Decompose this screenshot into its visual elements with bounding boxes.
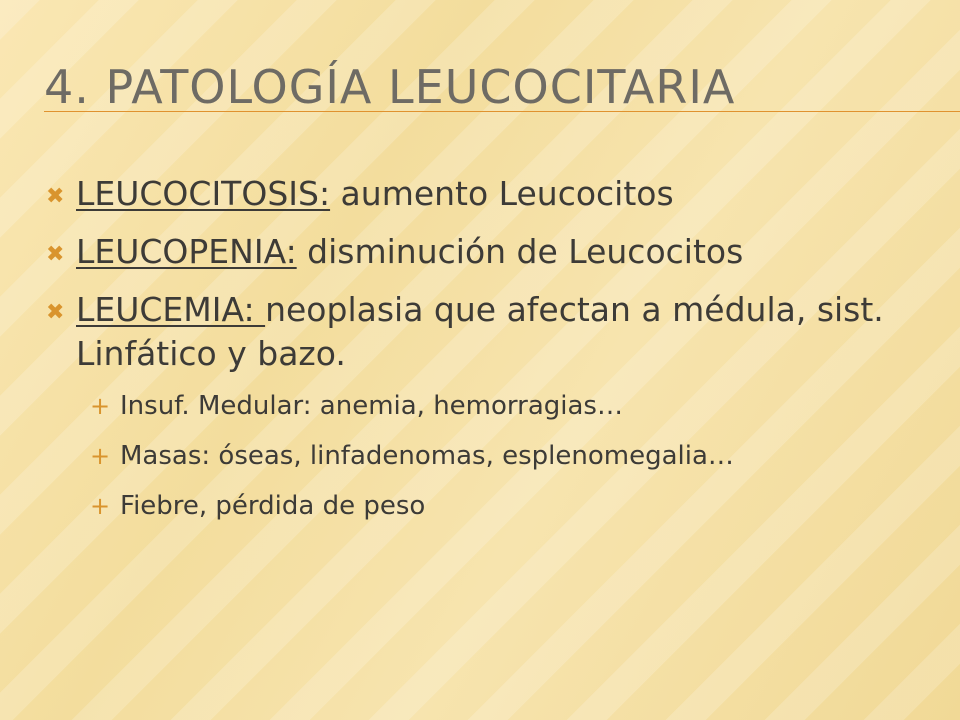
sub-bullet-item — [90, 440, 926, 472]
title-divider — [44, 111, 960, 112]
slide-title: 4. PATOLOGÍA LEUCOCITARIA — [44, 60, 736, 114]
bullet-term: LEUCEMIA: — [76, 290, 266, 329]
bullet-definition: aumento Leucocitos — [330, 174, 674, 213]
sub-bullet-text: Insuf. Medular: anemia, hemorragias… — [120, 391, 623, 421]
x-mark-icon: ✖ — [46, 242, 65, 267]
sub-bullet-text: Fiebre, pérdida de peso — [120, 491, 426, 521]
plus-icon: + — [90, 392, 111, 420]
bullet-item-leucemia — [46, 288, 926, 376]
sub-bullet-item — [90, 490, 926, 522]
bullet-term: LEUCOPENIA: — [76, 232, 297, 271]
plus-icon: + — [90, 492, 111, 520]
x-mark-icon: ✖ — [46, 184, 65, 209]
bullet-term: LEUCOCITOSIS: — [76, 174, 331, 213]
sub-bullet-text: Masas: óseas, linfadenomas, esplenomegalia… — [120, 441, 734, 471]
sub-bullet-list — [46, 390, 926, 522]
plus-icon: + — [90, 442, 111, 470]
sub-bullet-item — [90, 390, 926, 422]
bullet-definition: neoplasia que afectan a médula, sist. Linfático y bazo. — [76, 290, 884, 373]
bullet-item-leucocitosis — [46, 172, 926, 216]
bullet-item-leucopenia — [46, 230, 926, 274]
x-mark-icon: ✖ — [46, 300, 65, 325]
bullet-list — [46, 172, 926, 540]
bullet-definition: disminución de Leucocitos — [296, 232, 744, 271]
